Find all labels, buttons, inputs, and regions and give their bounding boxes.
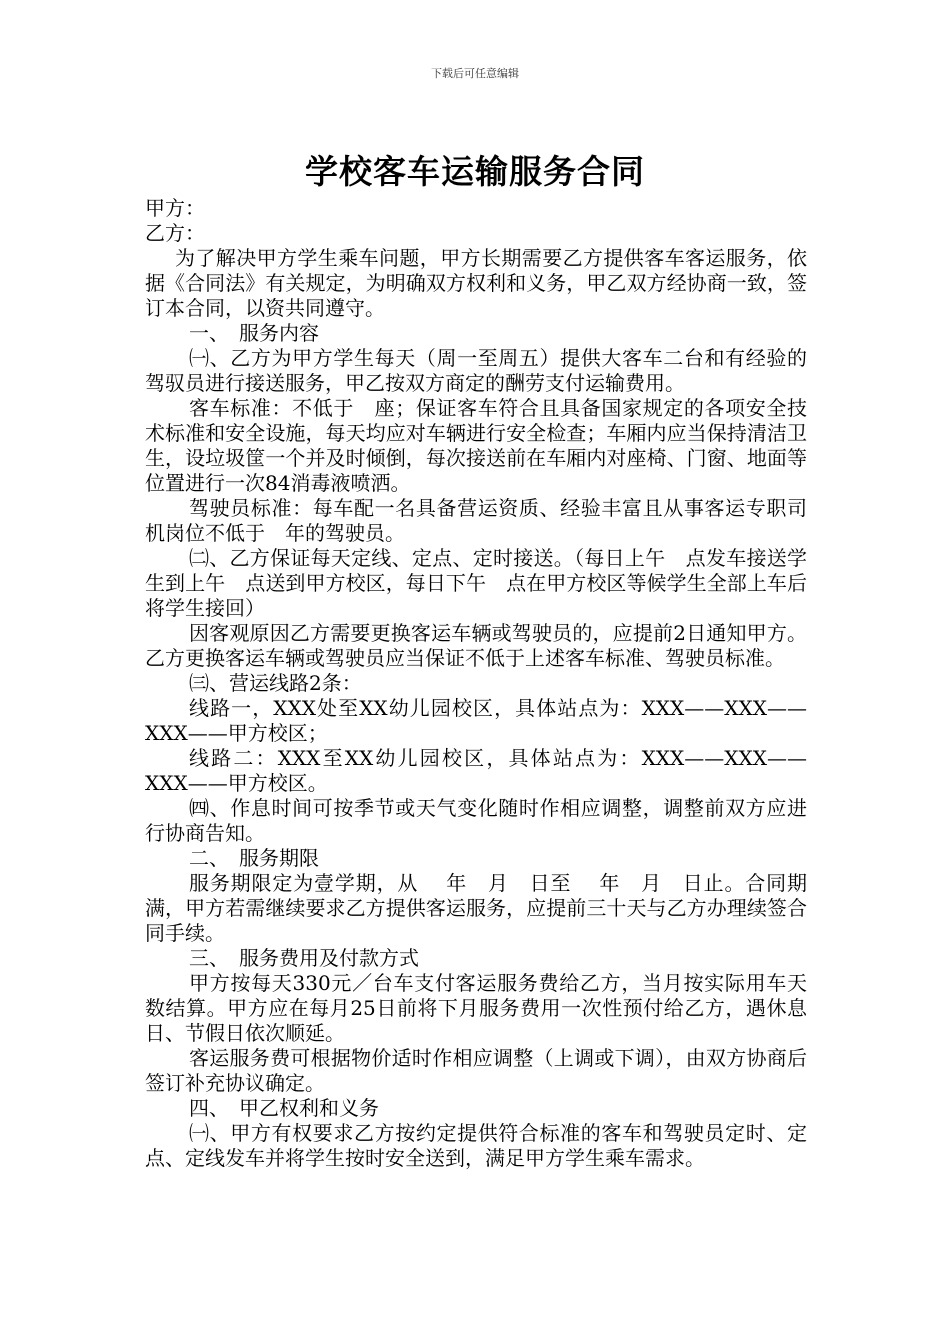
clause-paragraph: 服务期限定为壹学期，从 年 月 日至 年 月 日止。合同期满，甲方若需继续要求乙方提供客运服务，应提前三十天与乙方办理续签合同手续。 [145,871,807,945]
preamble-paragraph: 为了解决甲方学生乘车问题，甲方长期需要乙方提供客车客运服务，依据《合同法》有关规定，为明确双方权利和义务，甲乙双方经协商一致，签订本合同，以资共同遵守。 [145,246,807,320]
party-a-line: 甲方： [145,196,205,220]
clause-paragraph: 驾驶员标准：每车配一名具备营运资质、经验丰富且从事客运专职司机岗位不低于 年的驾驶员。 [145,496,807,545]
clause-paragraph: 甲方按每天330元／台车支付客运服务费给乙方，当月按实际用车天数结算。甲方应在每月25日前将下月服务费用一次性预付给乙方，遇休息日、节假日依次顺延。 [145,971,807,1045]
section-heading-rights: 四、 甲乙权利和义务 [189,1096,379,1120]
party-b-line: 乙方： [145,221,205,245]
clause-paragraph: ㈠、乙方为甲方学生每天（周一至周五）提供大客车二台和有经验的驾驭员进行接送服务，甲乙按双方商定的酬劳支付运输费用。 [145,346,807,395]
clause-paragraph: 因客观原因乙方需要更换客运车辆或驾驶员的，应提前2日通知甲方。乙方更换客运车辆或驾驶员应当保证不低于上述客车标准、驾驶员标准。 [145,621,807,670]
clause-paragraph: 客运服务费可根据物价适时作相应调整（上调或下调），由双方协商后签订补充协议确定。 [145,1046,807,1095]
clause-paragraph: 客车标准：不低于 座；保证客车符合且具备国家规定的各项安全技术标准和安全设施，每天均应对车辆进行安全检查；车厢内应当保持清洁卫生，设垃圾筐一个并及时倾倒，每次接送前在车厢内对座椅、门窗、地面等位置进行一次84消毒液喷洒。 [145,396,807,495]
document-body [145,196,807,1171]
clause-paragraph: ㈠、甲方有权要求乙方按约定提供符合标准的客车和驾驶员定时、定点、定线发车并将学生按时安全送到，满足甲方学生乘车需求。 [145,1121,807,1170]
document-title: 学校客车运输服务合同 [305,152,645,191]
section-heading-service-term: 二、 服务期限 [189,846,319,870]
clause-paragraph: ㈡、乙方保证每天定线、定点、定时接送。（每日上午 点发车接送学生到上午 点送到甲方校区，每日下午 点在甲方校区等候学生全部上车后将学生接回） [145,546,807,620]
section-heading-fees: 三、 服务费用及付款方式 [189,946,419,970]
route-paragraph: 线路二：XXX至XX幼儿园校区，具体站点为：XXX——XXX——XXX——甲方校区。 [145,746,807,795]
header-note: 下载后可任意编辑 [431,67,519,80]
clause-paragraph: ㈢、营运线路2条： [189,671,362,695]
section-heading-service-content: 一、 服务内容 [189,321,319,345]
clause-paragraph: ㈣、作息时间可按季节或天气变化随时作相应调整，调整前双方应进行协商告知。 [145,796,807,845]
route-paragraph: 线路一，XXX处至XX幼儿园校区，具体站点为：XXX——XXX——XXX——甲方校区； [145,696,807,745]
